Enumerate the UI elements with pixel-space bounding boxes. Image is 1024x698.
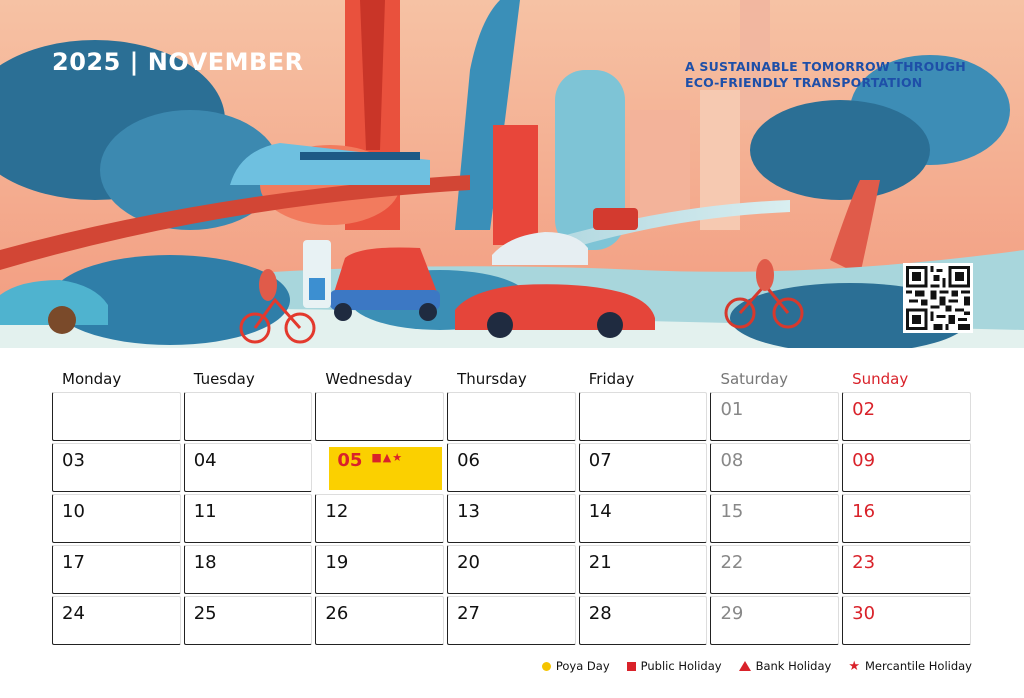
- day-number: 07: [588, 450, 612, 471]
- day-number: 21: [588, 552, 612, 573]
- day-cell[interactable]: [842, 392, 974, 443]
- day-number: 24: [62, 603, 85, 624]
- holiday-marks: ■▲★: [371, 451, 404, 464]
- day-number: 26: [325, 603, 349, 624]
- day-cell[interactable]: [52, 596, 184, 647]
- weekday-thursday: Thursday: [457, 370, 527, 388]
- day-number: 01: [720, 399, 744, 420]
- day-number: 12: [325, 501, 349, 522]
- day-number: 10: [62, 501, 85, 522]
- mercantile-star-icon: ★: [848, 658, 860, 674]
- day-grid: [52, 392, 974, 647]
- legend-mercantile-holiday: [848, 659, 972, 673]
- day-number: 15: [720, 501, 744, 522]
- day-number: 25: [193, 603, 217, 624]
- weekday-sunday: Sunday: [852, 370, 909, 388]
- legend-bank-label: Bank Holiday: [755, 659, 832, 673]
- bank-triangle-icon: [739, 661, 751, 671]
- legend-poya-day: [542, 659, 610, 673]
- day-cell[interactable]: [315, 545, 447, 596]
- weekday-wednesday: Wednesday: [325, 370, 413, 388]
- public-square-icon: [627, 662, 636, 671]
- day-cell[interactable]: [710, 443, 842, 494]
- month-calendar: [52, 366, 974, 647]
- day-cell[interactable]: [447, 443, 579, 494]
- day-number: 18: [193, 552, 217, 573]
- weekday-friday: Friday: [588, 370, 635, 388]
- day-number: 03: [62, 450, 85, 471]
- day-cell[interactable]: [52, 494, 184, 545]
- weekday-monday: Monday: [62, 370, 122, 388]
- day-number: 08: [720, 450, 744, 471]
- weekday-tuesday: Tuesday: [193, 370, 255, 388]
- day-box: [579, 392, 708, 441]
- day-cell[interactable]: [315, 443, 447, 494]
- empty-day-cell: [579, 392, 711, 443]
- legend-bank-holiday: [739, 659, 832, 673]
- empty-day-cell: [184, 392, 316, 443]
- day-cell[interactable]: [52, 545, 184, 596]
- day-cell[interactable]: [184, 596, 316, 647]
- day-cell[interactable]: [842, 494, 974, 545]
- month-title: 2025 | NOVEMBER: [52, 48, 304, 76]
- day-cell[interactable]: [710, 494, 842, 545]
- day-cell[interactable]: [315, 494, 447, 545]
- banner-illustration: [0, 0, 1024, 348]
- day-cell[interactable]: [447, 545, 579, 596]
- day-cell[interactable]: [184, 443, 316, 494]
- day-number: 22: [720, 552, 744, 573]
- day-number: 19: [325, 552, 349, 573]
- legend-public-holiday: [627, 659, 722, 673]
- poya-dot-icon: [542, 662, 551, 671]
- day-number: 27: [457, 603, 480, 624]
- tagline-line-1: A SUSTAINABLE TOMORROW THROUGH: [685, 59, 966, 74]
- day-cell[interactable]: [842, 545, 974, 596]
- day-cell[interactable]: [579, 596, 711, 647]
- day-number: 02: [852, 399, 876, 420]
- day-number: 17: [62, 552, 85, 573]
- tagline-line-2: ECO-FRIENDLY TRANSPORTATION: [685, 75, 923, 90]
- weekday-header: [52, 366, 974, 392]
- day-box: [52, 392, 181, 441]
- day-number: 13: [457, 501, 480, 522]
- day-number: 11: [193, 501, 217, 522]
- day-cell[interactable]: [447, 494, 579, 545]
- day-number: 30: [852, 603, 876, 624]
- banner-tagline: [685, 59, 985, 91]
- empty-day-cell: [447, 392, 579, 443]
- weekday-saturday: Saturday: [720, 370, 789, 388]
- empty-day-cell: [315, 392, 447, 443]
- day-cell[interactable]: [184, 545, 316, 596]
- day-cell[interactable]: [447, 596, 579, 647]
- day-number: 16: [852, 501, 876, 522]
- holiday-legend: [542, 659, 972, 673]
- day-cell[interactable]: [52, 443, 184, 494]
- qr-code-icon[interactable]: [903, 263, 973, 333]
- day-number: 29: [720, 603, 744, 624]
- day-cell[interactable]: [315, 596, 447, 647]
- day-number: 20: [457, 552, 480, 573]
- day-number: 09: [852, 450, 876, 471]
- day-box: [184, 392, 313, 441]
- day-cell[interactable]: [710, 545, 842, 596]
- legend-mercantile-label: Mercantile Holiday: [865, 659, 972, 673]
- day-cell[interactable]: [842, 596, 974, 647]
- legend-public-label: Public Holiday: [640, 659, 722, 673]
- day-number: 23: [852, 552, 876, 573]
- day-number: 06: [457, 450, 480, 471]
- day-number: 28: [588, 603, 612, 624]
- empty-day-cell: [52, 392, 184, 443]
- day-box: [315, 392, 444, 441]
- day-number: 04: [193, 450, 217, 471]
- day-number: 05: [337, 450, 363, 471]
- day-cell[interactable]: [579, 443, 711, 494]
- legend-poya-label: Poya Day: [555, 659, 610, 673]
- day-cell[interactable]: [710, 596, 842, 647]
- day-box: [447, 392, 576, 441]
- day-cell[interactable]: [710, 392, 842, 443]
- day-cell[interactable]: [579, 494, 711, 545]
- day-cell[interactable]: [184, 494, 316, 545]
- day-number: 14: [588, 501, 612, 522]
- day-cell[interactable]: [842, 443, 974, 494]
- day-cell[interactable]: [579, 545, 711, 596]
